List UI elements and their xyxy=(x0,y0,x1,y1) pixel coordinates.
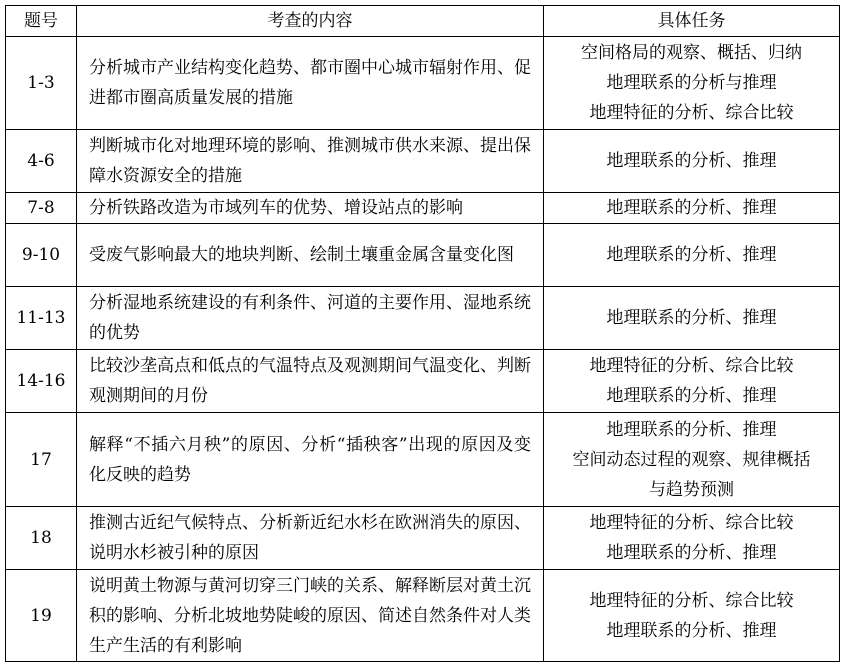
question-content: 分析铁路改造为市域列车的优势、增设站点的影响 xyxy=(77,193,544,224)
task-cell xyxy=(544,413,840,507)
header-row xyxy=(6,6,840,37)
question-number: 9-10 xyxy=(6,224,77,287)
table-row xyxy=(6,193,840,224)
question-content: 推测古近纪气候特点、分析新近纪水杉在欧洲消失的原因、说明水杉被引种的原因 xyxy=(77,507,544,570)
task-cell xyxy=(544,193,840,224)
task-item: 地理联系的分析与推理 xyxy=(606,73,777,93)
task-item: 地理特征的分析、综合比较 xyxy=(589,356,794,376)
task-item: 地理联系的分析、推理 xyxy=(606,245,777,265)
question-content: 判断城市化对地理环境的影响、推测城市供水来源、提出保障水资源安全的措施 xyxy=(77,130,544,193)
task-item: 地理联系的分析、推理 xyxy=(606,620,777,641)
question-number: 7-8 xyxy=(6,193,77,224)
question-number: 18 xyxy=(6,507,77,570)
question-number: 19 xyxy=(6,570,77,662)
header-content: 考查的内容 xyxy=(77,6,544,37)
task-cell xyxy=(544,130,840,193)
task-item: 地理联系的分析、推理 xyxy=(606,308,777,328)
task-item: 地理特征的分析、综合比较 xyxy=(589,513,794,533)
task-cell xyxy=(544,287,840,350)
task-item: 地理联系的分析、推理 xyxy=(606,419,777,440)
task-item: 地理联系的分析、推理 xyxy=(606,386,777,406)
task-cell xyxy=(544,570,840,662)
table-row xyxy=(6,350,840,413)
task-cell xyxy=(544,350,840,413)
task-item: 地理联系的分析、推理 xyxy=(606,198,777,218)
task-item: 地理特征的分析、综合比较 xyxy=(589,590,794,611)
task-cell xyxy=(544,224,840,287)
task-cell xyxy=(544,507,840,570)
table-row xyxy=(6,130,840,193)
question-number: 4-6 xyxy=(6,130,77,193)
question-content: 解释“不插六月秧”的原因、分析“插秧客”出现的原因及变化反映的趋势 xyxy=(77,413,544,507)
task-item: 空间格局的观察、概括、归纳 xyxy=(581,43,802,63)
task-item: 地理特征的分析、综合比较 xyxy=(589,103,794,123)
question-content: 分析城市产业结构变化趋势、都市圈中心城市辐射作用、促进都市圈高质量发展的措施 xyxy=(77,37,544,130)
exam-analysis-table xyxy=(5,5,840,662)
table-row xyxy=(6,507,840,570)
question-content: 受废气影响最大的地块判断、绘制土壤重金属含量变化图 xyxy=(77,224,544,287)
table-row xyxy=(6,570,840,662)
header-number: 题号 xyxy=(6,6,77,37)
table-row xyxy=(6,224,840,287)
question-content: 比较沙垄高点和低点的气温特点及观测期间气温变化、判断观测期间的月份 xyxy=(77,350,544,413)
table-row xyxy=(6,37,840,130)
question-number: 1-3 xyxy=(6,37,77,130)
table-row xyxy=(6,413,840,507)
task-item: 与趋势预测 xyxy=(649,479,734,500)
question-content: 说明黄土物源与黄河切穿三门峡的关系、解释断层对黄土沉积的影响、分析北坡地势陡峻的原因、简述自然条件对人类生产生活的有利影响 xyxy=(77,570,544,662)
question-number: 17 xyxy=(6,413,77,507)
task-item: 地理联系的分析、推理 xyxy=(606,151,777,171)
question-number: 14-16 xyxy=(6,350,77,413)
table-row xyxy=(6,287,840,350)
question-content: 分析湿地系统建设的有利条件、河道的主要作用、湿地系统的优势 xyxy=(77,287,544,350)
header-task: 具体任务 xyxy=(544,6,840,37)
task-item: 地理联系的分析、推理 xyxy=(606,543,777,563)
task-item: 空间动态过程的观察、规律概括 xyxy=(572,449,811,470)
task-cell xyxy=(544,37,840,130)
question-number: 11-13 xyxy=(6,287,77,350)
